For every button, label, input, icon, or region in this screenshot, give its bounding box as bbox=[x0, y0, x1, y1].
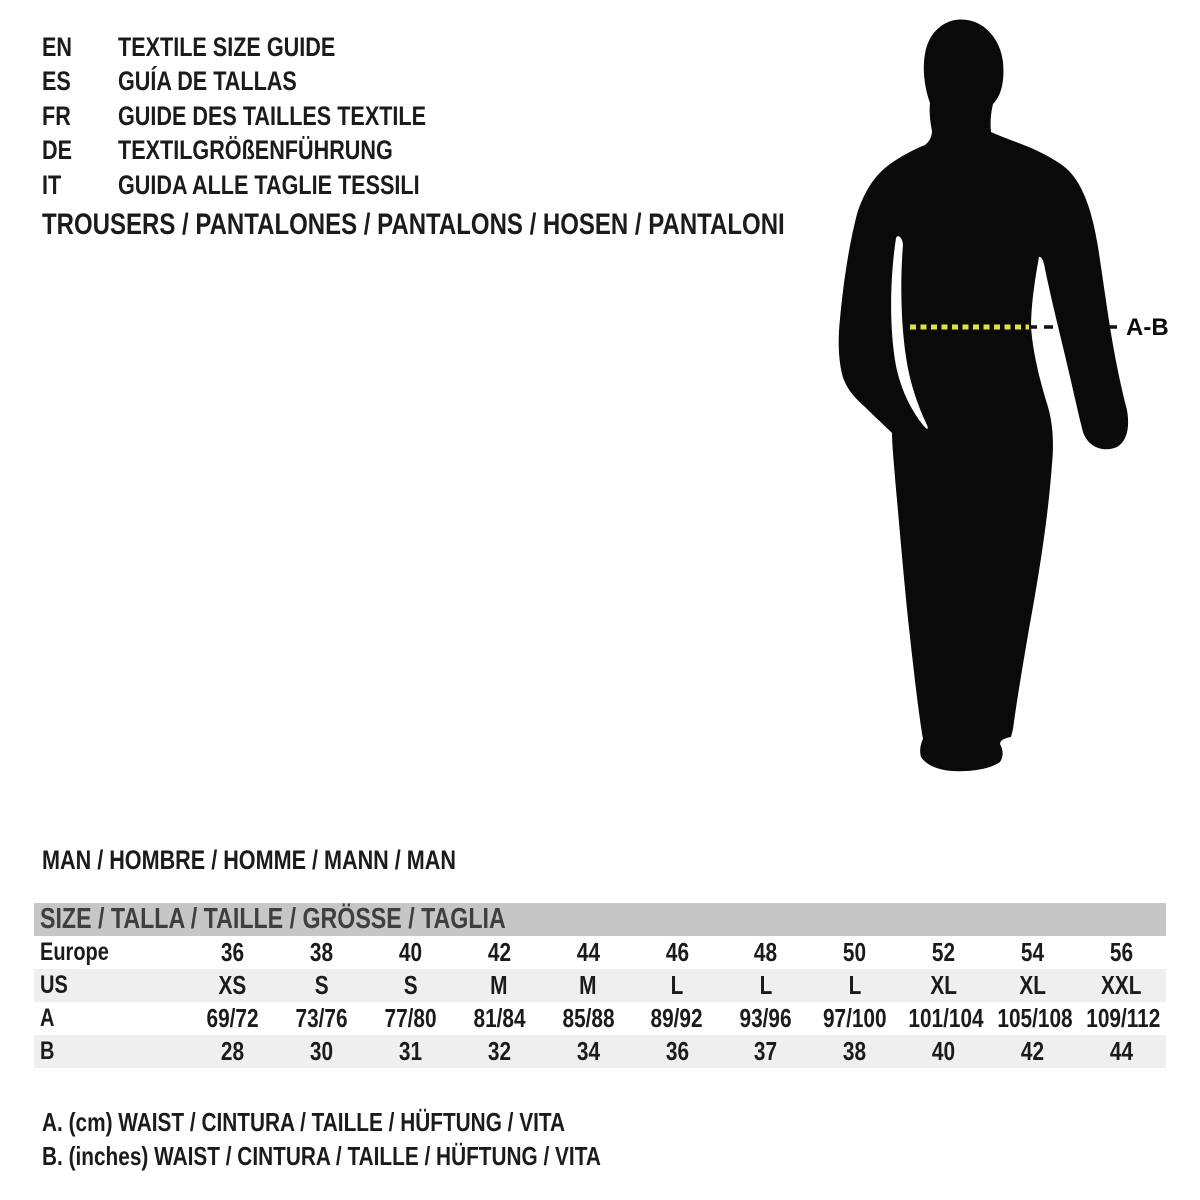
language-row bbox=[42, 134, 503, 169]
size-value-cell bbox=[1077, 936, 1166, 969]
size-value-cell bbox=[544, 936, 633, 969]
language-code: EN bbox=[42, 31, 73, 62]
size-value: 105/108 bbox=[997, 1003, 1073, 1033]
size-value-cell bbox=[633, 1002, 722, 1035]
size-value: 89/92 bbox=[650, 1003, 704, 1033]
size-value-cell bbox=[633, 1035, 722, 1068]
footnote-text: B. (inches) WAIST / CINTURA / TAILLE / HÜFTUNG / VITA bbox=[42, 1140, 601, 1171]
language-row bbox=[42, 30, 503, 65]
size-value-cell bbox=[1077, 1035, 1166, 1068]
size-value-cell bbox=[1077, 1002, 1166, 1035]
size-value: 77/80 bbox=[384, 1003, 437, 1033]
size-table-header-text: SIZE / TALLA / TAILLE / GRÖSSE / TAGLIA bbox=[40, 903, 506, 935]
male-silhouette-figure bbox=[830, 0, 1190, 790]
footnote-a bbox=[42, 1106, 741, 1140]
size-value: S bbox=[314, 970, 329, 1000]
size-value-cell bbox=[455, 1002, 544, 1035]
language-row bbox=[42, 65, 503, 100]
size-value-cell bbox=[277, 936, 366, 969]
size-table-row bbox=[34, 1035, 1166, 1068]
size-value: M bbox=[490, 970, 508, 1000]
size-value: XL bbox=[1019, 970, 1046, 1000]
size-value: L bbox=[759, 970, 773, 1000]
size-value: 69/72 bbox=[206, 1003, 259, 1033]
size-value: 36 bbox=[220, 937, 245, 967]
size-value: 31 bbox=[398, 1036, 422, 1066]
size-value-cell bbox=[544, 969, 633, 1002]
size-value: 28 bbox=[220, 1036, 245, 1066]
size-row-label bbox=[34, 969, 188, 1002]
size-value-cell bbox=[810, 1035, 899, 1068]
size-table-grid bbox=[34, 936, 1166, 1068]
size-value-cell bbox=[366, 936, 455, 969]
size-value-cell bbox=[721, 936, 810, 969]
language-code: ES bbox=[42, 66, 71, 97]
size-value-cell bbox=[810, 1002, 899, 1035]
size-row-label bbox=[34, 936, 188, 969]
size-value-cell bbox=[1077, 969, 1166, 1002]
size-value: 81/84 bbox=[473, 1003, 526, 1033]
size-value-cell bbox=[277, 1002, 366, 1035]
size-value-cell bbox=[188, 969, 277, 1002]
size-value: 30 bbox=[309, 1036, 333, 1066]
size-value: 44 bbox=[576, 937, 600, 967]
size-value: M bbox=[579, 970, 597, 1000]
language-row bbox=[42, 168, 503, 203]
size-value-cell bbox=[721, 1002, 810, 1035]
size-value: 54 bbox=[1021, 937, 1045, 967]
size-row-label bbox=[34, 1035, 188, 1068]
size-value: 40 bbox=[398, 937, 422, 967]
size-value-cell bbox=[455, 969, 544, 1002]
size-value: S bbox=[403, 970, 418, 1000]
size-value-cell bbox=[366, 1035, 455, 1068]
category-title-text: TROUSERS / PANTALONES / PANTALONS / HOSEN / PANTALONI bbox=[42, 208, 785, 241]
size-value: XS bbox=[218, 970, 247, 1000]
size-table-header bbox=[34, 903, 1166, 936]
size-value-cell bbox=[633, 969, 722, 1002]
size-value: 93/96 bbox=[739, 1003, 792, 1033]
size-value-cell bbox=[899, 1035, 988, 1068]
size-value-cell bbox=[899, 1002, 988, 1035]
size-value-cell bbox=[544, 1035, 633, 1068]
size-table bbox=[34, 903, 1166, 1068]
size-value: XL bbox=[930, 970, 957, 1000]
footnote-b bbox=[42, 1140, 741, 1174]
size-value: 46 bbox=[665, 937, 689, 967]
size-value-cell bbox=[188, 1002, 277, 1035]
size-value-cell bbox=[988, 1035, 1077, 1068]
size-value: 109/112 bbox=[1086, 1003, 1161, 1033]
size-value: 73/76 bbox=[295, 1003, 348, 1033]
size-value-cell bbox=[810, 969, 899, 1002]
size-value: 42 bbox=[487, 937, 511, 967]
size-value: 38 bbox=[309, 937, 333, 967]
size-table-row bbox=[34, 936, 1166, 969]
size-value-cell bbox=[455, 1035, 544, 1068]
size-value: 32 bbox=[487, 1036, 511, 1066]
size-value-cell bbox=[366, 969, 455, 1002]
size-row-label-text: US bbox=[40, 971, 68, 999]
language-label: GUIDE DES TAILLES TEXTILE bbox=[118, 100, 427, 131]
size-value-cell bbox=[988, 936, 1077, 969]
size-row-label-text: B bbox=[40, 1037, 55, 1065]
size-value: 48 bbox=[754, 937, 778, 967]
footnote-text: A. (cm) WAIST / CINTURA / TAILLE / HÜFTUNG / VITA bbox=[42, 1107, 566, 1138]
size-value-cell bbox=[899, 969, 988, 1002]
size-value: 85/88 bbox=[562, 1003, 615, 1033]
size-value-cell bbox=[810, 936, 899, 969]
language-guide bbox=[42, 30, 503, 203]
measure-label-ab: A-B bbox=[1126, 314, 1169, 341]
size-table-row bbox=[34, 1002, 1166, 1035]
size-value-cell bbox=[721, 1035, 810, 1068]
size-value: 101/104 bbox=[908, 1003, 984, 1033]
size-value: 50 bbox=[843, 937, 867, 967]
size-value-cell bbox=[988, 969, 1077, 1002]
size-value-cell bbox=[277, 969, 366, 1002]
section-title-text: MAN / HOMBRE / HOMME / MANN / MAN bbox=[42, 845, 456, 875]
size-table-row bbox=[34, 969, 1166, 1002]
size-value-cell bbox=[188, 936, 277, 969]
size-value-cell bbox=[544, 1002, 633, 1035]
language-code: FR bbox=[42, 100, 71, 131]
size-value: 37 bbox=[754, 1036, 778, 1066]
size-row-label bbox=[34, 1002, 188, 1035]
size-value: 36 bbox=[665, 1036, 689, 1066]
silhouette-path bbox=[839, 19, 1128, 771]
size-value-cell bbox=[721, 969, 810, 1002]
size-value: 40 bbox=[932, 1036, 956, 1066]
size-value: 97/100 bbox=[822, 1003, 887, 1033]
size-value: 52 bbox=[932, 937, 956, 967]
size-value: 44 bbox=[1109, 1036, 1134, 1066]
section-title bbox=[42, 845, 559, 876]
size-value-cell bbox=[633, 936, 722, 969]
size-row-label-text: A bbox=[40, 1004, 55, 1032]
size-value: XXL bbox=[1101, 970, 1142, 1000]
language-label: TEXTILE SIZE GUIDE bbox=[118, 31, 336, 62]
size-value: 42 bbox=[1021, 1036, 1045, 1066]
size-value-cell bbox=[899, 936, 988, 969]
size-value: L bbox=[670, 970, 684, 1000]
language-code: DE bbox=[42, 135, 73, 166]
size-value-cell bbox=[455, 936, 544, 969]
size-value: 38 bbox=[843, 1036, 867, 1066]
size-value-cell bbox=[366, 1002, 455, 1035]
size-value: 56 bbox=[1109, 937, 1134, 967]
language-label: GUIDA ALLE TAGLIE TESSILI bbox=[118, 169, 420, 200]
language-label: TEXTILGRÖßENFÜHRUNG bbox=[118, 135, 393, 166]
language-label: GUÍA DE TALLAS bbox=[118, 66, 297, 97]
size-value-cell bbox=[188, 1035, 277, 1068]
language-row bbox=[42, 99, 503, 134]
footnotes bbox=[42, 1106, 741, 1173]
size-value-cell bbox=[277, 1035, 366, 1068]
size-row-label-text: Europe bbox=[40, 938, 109, 966]
size-value-cell bbox=[988, 1002, 1077, 1035]
language-code: IT bbox=[42, 169, 62, 200]
size-value: L bbox=[848, 970, 862, 1000]
size-value: 34 bbox=[576, 1036, 600, 1066]
